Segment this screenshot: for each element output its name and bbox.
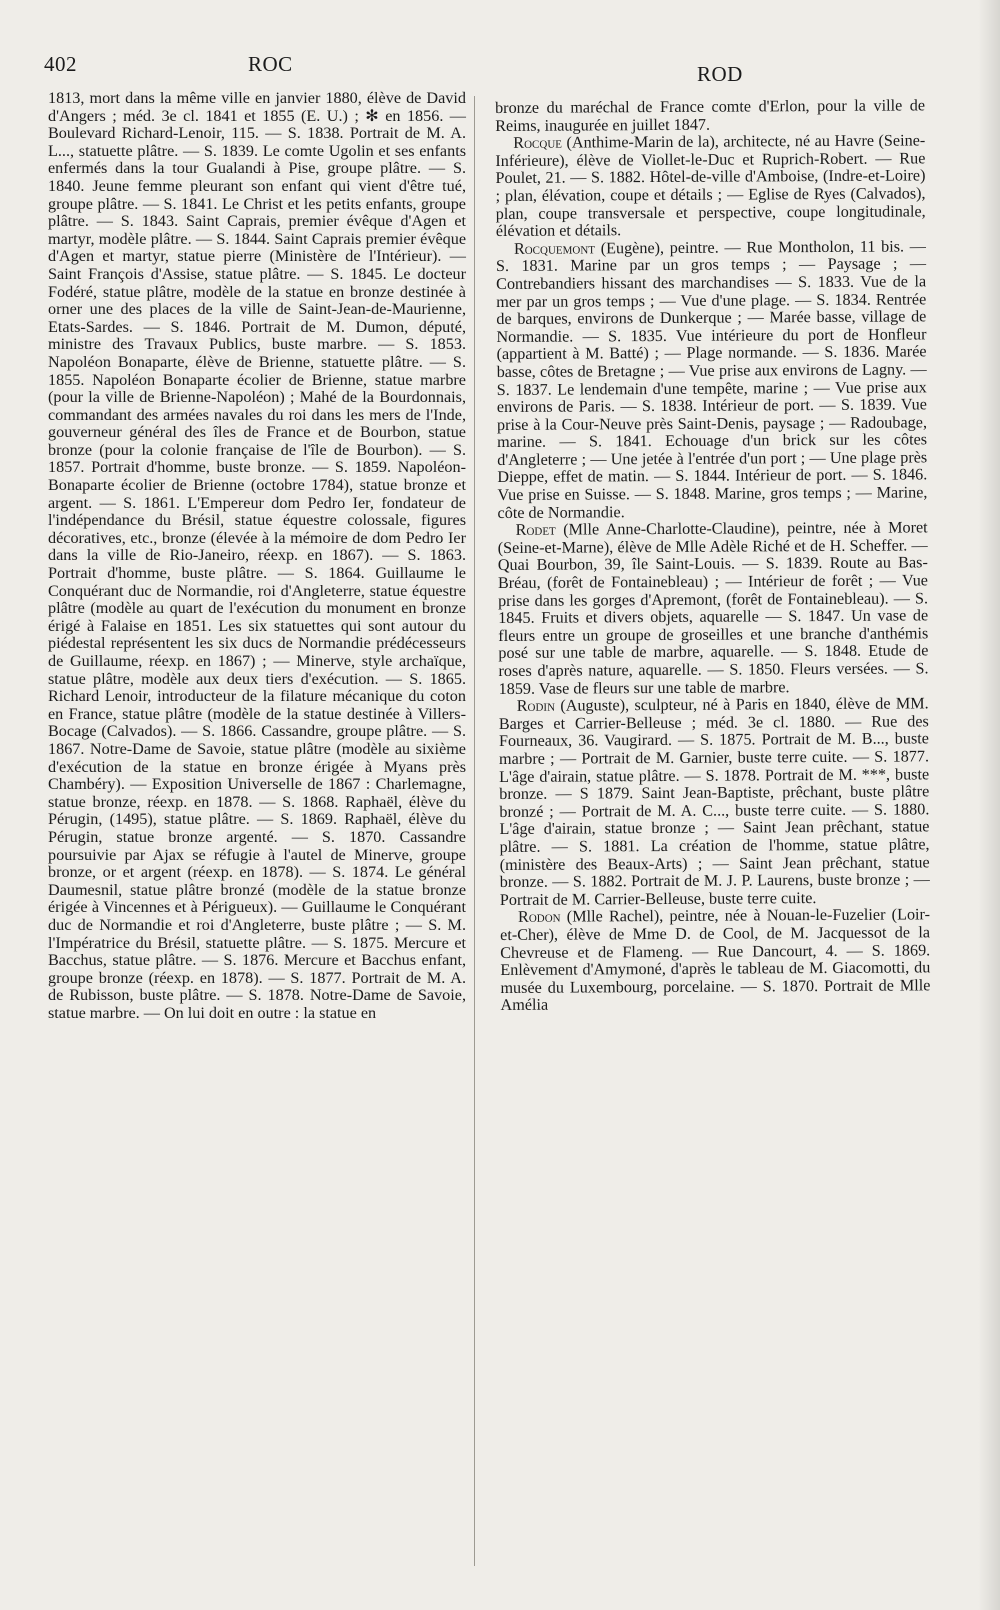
entry-text: (Mlle Rachel), peintre, née à Nouan-le-Fuzelier (Loir-et-Cher), élève de Mme D. de Cool, de M. Jacquessot de la Chevreuse et de Flameng. — Rue Dancourt, 4. — S. 1869. Enlèvement d'Amymoné, d'après le tableau de M. Giacomotti, du musée du Luxembourg, porcelaine. — S. 1870. Portrait de Mlle Amélia [500, 905, 931, 1015]
column-divider [474, 96, 475, 1566]
entry-continuation-right: bronze du maréchal de France comte d'Erlon, pour la ville de Reims, inaugurée en juillet 1847. [494, 96, 926, 135]
entry-rodin [499, 696, 930, 910]
entry-text: (Mlle Anne-Charlotte-Claudine), peintre, née à Moret (Seine-et-Marne), élève de Mlle Adèle Riché et de H. Scheffer. — Quai Bourbon, 39, île Saint-Louis. — S. 1839. Route au Bas-Bréau, (forêt de Fontainebleau) ; — Intérieur de forêt ; — Vue prise dans les gorges d'Apremont, (forêt de Fontainebleau). — S. 1845. Fruits et divers objets, aquarelle — S. 1847. Un vase de fleurs entre un groupe de groseilles et une branche d'anthémis posé sur une table de marbre, aquarelle. — S. 1848. Etude de roses d'après nature, aquarelle. — S. 1850. Fleurs versées. — S. 1859. Vase de fleurs sur une table de marbre. [497, 518, 929, 698]
entry-rodon [500, 907, 931, 1015]
running-head-left: ROC [248, 52, 293, 76]
entry-name: Rodon [517, 907, 561, 927]
entry-continuation-left: 1813, mort dans la même ville en janvier 1880, élève de David d'Angers ; méd. 3e cl. 1841 et 1855 (E. U.) ; ✻ en 1856. — Boulevard Richard-Lenoir, 115. — S. 1838. Portrait de M. A. L..., statuette plâtre. — S. 1839. Le comte Ugolin et ses enfants enfermés dans la tour Gualandi à Pise, groupe plâtre. — S. 1840. Jeune femme pleurant son enfant qui vient d'être tué, groupe plâtre. — S. 1841. Le Christ et les petits enfants, groupe plâtre. — S. 1843. Saint Caprais, premier évêque d'Agen et martyr, modèle plâtre. — S. 1844. Saint Caprais premier évêque d'Agen et martyr, statue pierre (Ministère de l'Intérieur). — Saint François d'Assise, statue plâtre. — S. 1845. Le docteur Fodéré, statue plâtre, modèle de la statue en bronze destinée à orner une des places de la ville de Saint-Jean-de-Maurienne, Etats-Sardes. — S. 1846. Portrait de M. Dumon, député, ministre des Travaux Publics, buste marbre. — S. 1853. Napoléon Bonaparte, élève de Brienne, statuette plâtre. — S. 1855. Napoléon Bonaparte écolier de Brienne, statue marbre (pour la ville de Brienne-Napoléon) ; Mahé de la Bourdonnais, commandant des armées navales du roi dans les mers de l'Inde, gouverneur général des îles de France et de Bourbon, statue bronze (pour la colonie française de l'île de Bourbon). — S. 1857. Portrait d'homme, buste bronze. — S. 1859. Napoléon-Bonaparte écolier de Brienne (octobre 1784), statue bronze et argent. — S. 1861. L'Empereur dom Pedro Ier, fondateur de l'indépendance du Brésil, statue équestre colossale, figures décoratives, etc., bronze (élevée à la mémoire de dom Pedro Ier dans la ville de Rio-Janeiro, réexp. en 1867). — S. 1863. Portrait d'homme, buste plâtre. — S. 1864. Guillaume le Conquérant duc de Normandie, roi d'Angleterre, statue équestre plâtre (modèle au quart de l'exécution du monument en bronze érigé à Falaise en 1851. Les six statuettes qui sont autour du piédestal représentent les six ducs de Normandie prédécesseurs de Guillaume, réexp. en 1867) ; — Minerve, style archaïque, statue plâtre, modèle aux deux tiers d'exécution. — S. 1865. Richard Lenoir, introducteur de la filature mécanique du coton en France, statue plâtre (modèle de la statue destinée à Villers-Bocage (Calvados). — S. 1866. Cassandre, groupe plâtre. — S. 1867. Notre-Dame de Savoie, statue plâtre (modèle au sixième d'exécution de la statue en bronze érigée à Myans près Chambéry). — Exposition Universelle de 1867 : Charlemagne, statue bronze, réexp. en 1878. — S. 1868. Raphaël, élève du Pérugin, (1495), statue plâtre. — S. 1869. Raphaël, élève du Pérugin, statue bronze argenté. — S. 1870. Cassandre poursuivie par Ajax se réfugie à l'autel de Minerve, groupe bronze, or et argent (réexp. en 1878). — S. 1874. Le général Daumesnil, statue plâtre bronzé (modèle de la statue bronze érigée à Vincennes et à Périgueux). — Guillaume le Conquérant duc de Normandie et roi d'Angleterre, buste plâtre ; — S. M. l'Impératrice du Brésil, statuette plâtre. — S. 1875. Mercure et Bacchus, statue plâtre. — S. 1876. Mercure et Bacchus enfant, groupe bronze (réexp. en 1878). — S. 1877. Portrait de M. A. de Rubisson, buste plâtre. — S. 1878. Notre-Dame de Savoie, statue marbre. — On lui doit en outre : la statue en [48, 89, 466, 1022]
entry-name: Rodin [516, 696, 556, 716]
entry-text: (Eugène), peintre. — Rue Montholon, 11 bis. — S. 1831. Marine par un gros temps ; — Paysage ; — Contrebandiers hissant des marchandises — S. 1833. Vue de la mer par un gros temps ; — Vue d'une plage. — S. 1834. Rentrée de barques, environs de Dunkerque ; — Marée basse, village de Normandie. — S. 1835. Vue intérieure du port de Honfleur (appartient à M. Batté) ; — Plage normande. — S. 1836. Marée basse, côtes de Bretagne ; — Vue prise aux environs de Lagny. — S. 1837. Le lendemain d'une tempête, marine ; — Vue prise aux environs de Paris. — S. 1838. Intérieur de port. — S. 1839. Vue prise à la Cour-Neuve près Saint-Denis, paysage ; — Radoubage, marine. — S. 1841. Echouage d'un brick sur les côtes d'Angleterre ; — Une jetée à l'entrée d'un port ; — Une plage près Dieppe, effet de matin. — S. 1844. Intérieur de port. — S. 1846. Vue prise en Suisse. — S. 1848. Marine, gros temps ; — Marine, côte de Normandie. [495, 237, 928, 522]
entry-name: Rocque [513, 133, 563, 153]
entry-text: (Anthime-Marin de la), architecte, né au Havre (Seine-Inférieure), élève de Viollet-le-Duc et Ruprich-Robert. — Rue Poulet, 21. — S. 1882. Hôtel-de-ville d'Amboise, (Indre-et-Loire) ; plan, élévation, coupe et détails ; — Eglise de Ryes (Calvados), plan, coupe transversale et perspective, coupe longitudinale, élévation et détails. [495, 131, 926, 241]
entry-rocquemont [496, 238, 928, 522]
entry-rocque [495, 133, 926, 241]
page-number: 402 [44, 52, 77, 76]
running-head-right: ROD [697, 62, 743, 86]
right-column [495, 97, 931, 1014]
entry-name: Rodet [515, 520, 556, 540]
left-column [48, 90, 466, 1022]
entry-name: Rocquemont [513, 239, 596, 258]
entry-rodet [498, 520, 929, 699]
entry-text: (Auguste), sculpteur, né à Paris en 1840, élève de MM. Barges et Carrier-Belleuse ; méd. 3e cl. 1880. — Rue des Fourneaux, 36. Vaugirard. — S. 1875. Portrait de M. B..., buste marbre ; — Portrait de M. Garnier, buste terre cuite. — S. 1877. L'âge d'airain, statue plâtre. — S. 1878. Portrait de M. ***, buste bronze. — S 1879. Saint Jean-Baptiste, prêchant, buste plâtre bronzé ; — Portrait de M. A. C..., buste terre cuite. — S. 1880. L'âge d'airain, statue bronze ; — Saint Jean prêchant, statue plâtre. — S. 1881. La création de l'homme, statue plâtre, (ministère des Beaux-Arts) ; — Saint Jean prêchant, statue bronze. — S. 1882. Portrait de M. J. P. Laurens, buste bronze ; — Portrait de M. Carrier-Belleuse, buste terre cuite. [498, 694, 930, 909]
